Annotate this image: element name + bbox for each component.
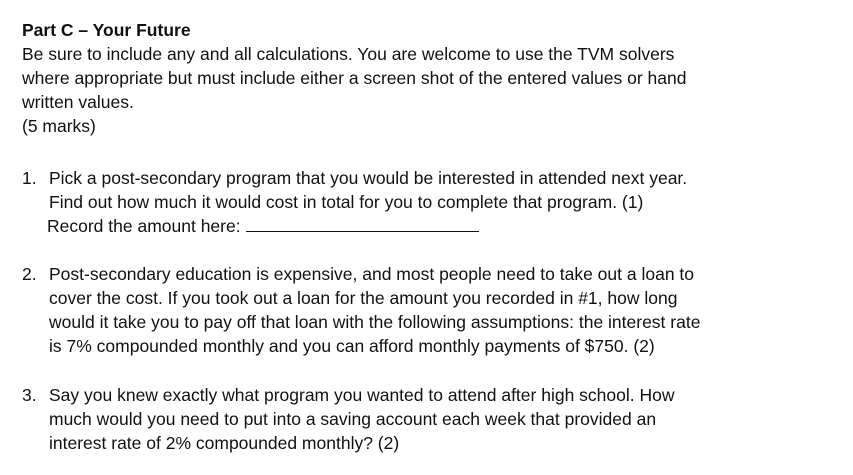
question-list <box>22 166 842 455</box>
question-2 <box>22 262 842 358</box>
question-text-line: Find out how much it would cost in total for you to complete that program. (1) <box>49 192 644 212</box>
section-marks: (5 marks) <box>22 116 96 136</box>
answer-record-label: Record the amount here: <box>47 216 241 236</box>
question-text-line: cover the cost. If you took out a loan for the amount you recorded in #1, how long <box>49 288 678 308</box>
section-title: Part C – Your Future <box>22 20 191 40</box>
question-text-line: Pick a post-secondary program that you would be interested in attended next year. <box>49 168 688 188</box>
answer-blank-line[interactable] <box>246 214 479 232</box>
question-number: 3. <box>22 385 37 405</box>
worksheet-page <box>22 18 842 455</box>
question-3 <box>22 383 842 455</box>
question-text-line: would it take you to pay off that loan with the following assumptions: the interest rate <box>49 312 701 332</box>
question-text-line: is 7% compounded monthly and you can afford monthly payments of $750. (2) <box>49 336 655 356</box>
question-1 <box>22 166 842 238</box>
question-text-line: interest rate of 2% compounded monthly? (2) <box>49 433 400 453</box>
instructions-line: Be sure to include any and all calculations. You are welcome to use the TVM solvers <box>22 44 675 64</box>
question-text-line: Post-secondary education is expensive, and most people need to take out a loan to <box>49 264 695 284</box>
question-text-line: much would you need to put into a saving account each week that provided an <box>49 409 657 429</box>
question-text-line: Say you knew exactly what program you wanted to attend after high school. How <box>49 385 675 405</box>
section-instructions <box>22 42 842 114</box>
instructions-line: written values. <box>22 92 134 112</box>
answer-record-row <box>47 214 842 238</box>
instructions-line: where appropriate but must include either a screen shot of the entered values or hand <box>22 68 687 88</box>
question-number: 2. <box>22 264 37 284</box>
question-number: 1. <box>22 168 37 188</box>
